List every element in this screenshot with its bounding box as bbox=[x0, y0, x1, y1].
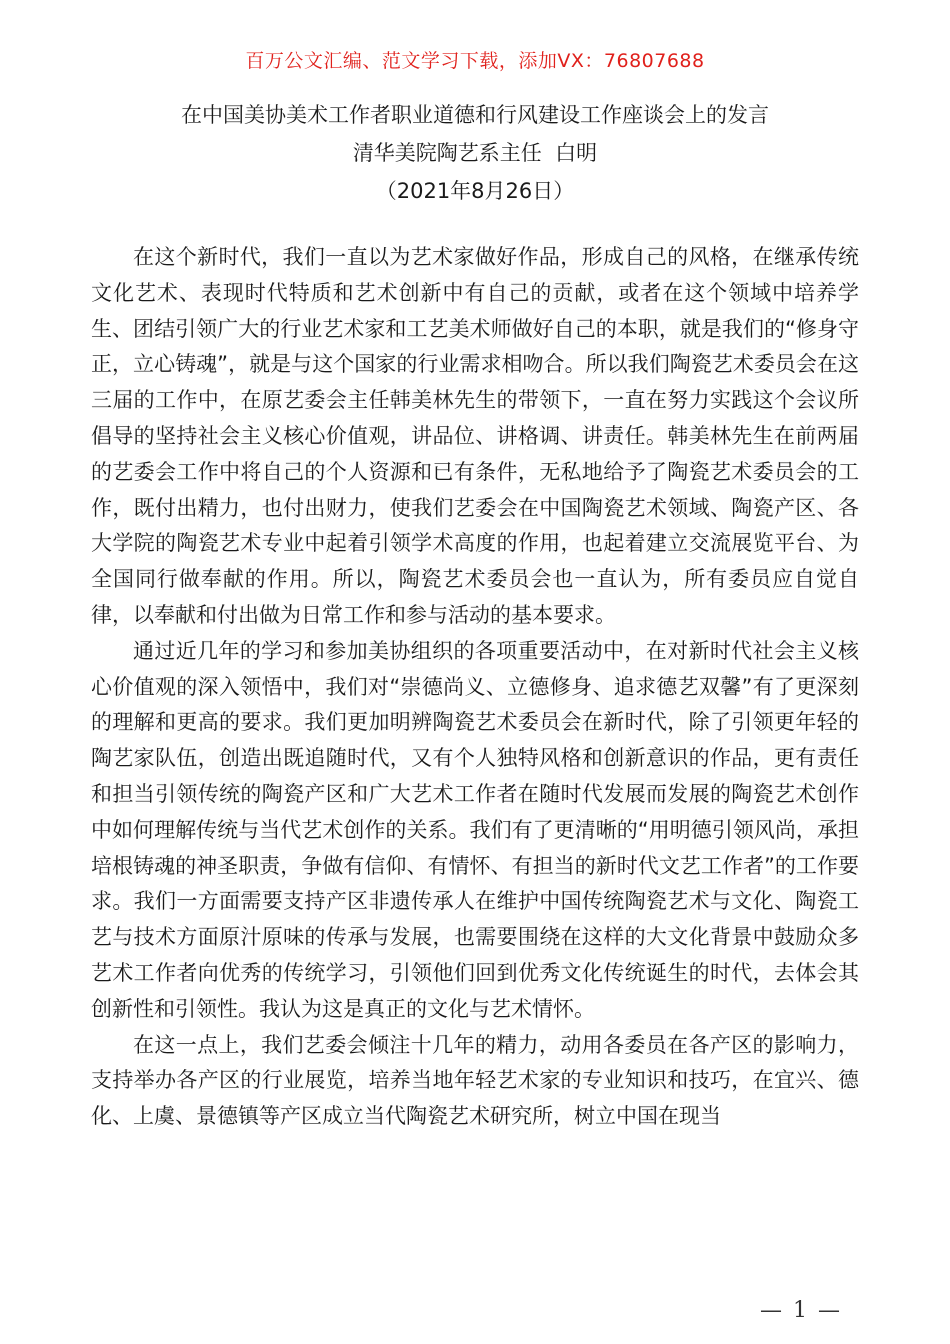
paragraph: 在这个新时代，我们一直以为艺术家做好作品，形成自己的风格，在继承传统文化艺术、表现时代特质和艺术创新中有自己的贡献，或者在这个领域中培养学生、团结引领广大的行业艺术家和工艺美术师做好自己的本职，就是我们的“修身守正，立心铸魂”，就是与这个国家的行业需求相吻合。所以我们陶瓷艺术委员会在这三届的工作中，在原艺委会主任韩美林先生的带领下，一直在努力实践这个会议所倡导的坚持社会主义核心价值观，讲品位、讲格调、讲责任。韩美林先生在前两届的艺委会工作中将自己的个人资源和已有条件，无私地给予了陶瓷艺术委员会的工作，既付出精力，也付出财力，使我们艺委会在中国陶瓷艺术领域、陶瓷产区、各大学院的陶瓷艺术专业中起着引领学术高度的作用，也起着建立交流展览平台、为全国同行做奉献的作用。所以，陶瓷艺术委员会也一直认为，所有委员应自觉自律，以奉献和付出做为日常工作和参与活动的基本要求。 bbox=[91, 245, 859, 627]
title-block bbox=[0, 96, 950, 210]
speaker-line: 清华美院陶艺系主任 白明 bbox=[352, 141, 598, 165]
paragraph: 通过近几年的学习和参加美协组织的各项重要活动中，在对新时代社会主义核心价值观的深入领悟中，我们对“崇德尚义、立德修身、追求德艺双馨”有了更深刻的理解和更高的要求。我们更加明辨陶瓷艺术委员会在新时代，除了引领更年轻的陶艺家队伍，创造出既追随时代，又有个人独特风格和创新意识的作品，更有责任和担当引领传统的陶瓷产区和广大艺术工作者在随时代发展而发展的陶瓷艺术创作中如何理解传统与当代艺术创作的关系。我们有了更清晰的“用明德引领风尚，承担培根铸魂的神圣职责，争做有信仰、有情怀、有担当的新时代文艺工作者”的工作要求。我们一方面需要支持产区非遗传承人在维护中国传统陶瓷艺术与文化、陶瓷工艺与技术方面原汁原味的传承与发展，也需要围绕在这样的大文化背景中鼓励众多艺术工作者向优秀的传统学习，引领他们回到优秀文化传统诞生的时代，去体会其创新性和引领性。我认为这是真正的文化与艺术情怀。 bbox=[91, 638, 859, 1021]
speech-date: （2021年8月26日） bbox=[375, 179, 575, 203]
paragraph: 在这一点上，我们艺委会倾注十几年的精力，动用各委员在各产区的影响力，支持举办各产区的行业展览，培养当地年轻艺术家的专业知识和技巧，在宜兴、德化、上虞、景德镇等产区成立当代陶瓷艺术研究所，树立中国在现当 bbox=[91, 1032, 859, 1129]
body-text bbox=[91, 240, 859, 1135]
page-number: — 1 — bbox=[760, 1298, 842, 1323]
document-title: 在中国美协美术工作者职业道德和行风建设工作座谈会上的发言 bbox=[181, 103, 769, 127]
watermark-banner: 百万公文汇编、范文学习下载，添加VX：76807688 bbox=[245, 50, 705, 72]
